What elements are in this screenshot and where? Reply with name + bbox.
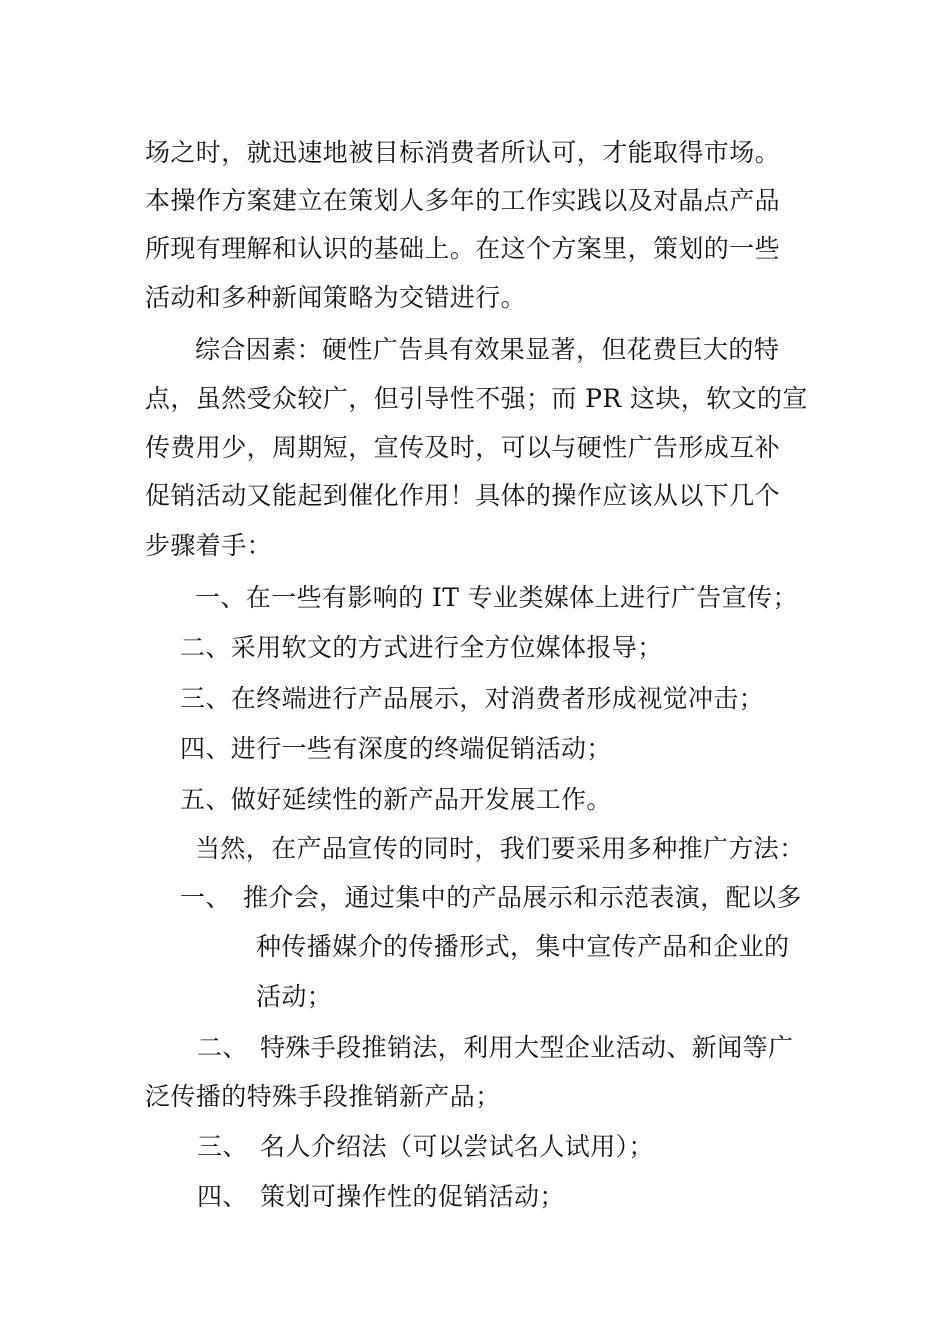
step-item: 三、在终端进行产品展示，对消费者形成视觉冲击； <box>180 684 765 713</box>
method-label: 三、 <box>197 1132 248 1161</box>
method-line: 特殊手段推销法，利用大型企业活动、新闻等广 <box>260 1033 794 1062</box>
paragraph-line: 促销活动又能起到催化作用！具体的操作应该从以下几个 <box>145 481 781 510</box>
paragraph-line: 综合因素：硬性广告具有效果显著，但花费巨大的特 <box>195 335 780 364</box>
step-item: 五、做好延续性的新产品开发展工作。 <box>180 785 612 814</box>
method-line: 活动； <box>256 982 333 1011</box>
methods-intro: 当然，在产品宣传的同时，我们要采用多种推广方法： <box>195 834 805 863</box>
step-item: 四、进行一些有深度的终端促销活动； <box>180 734 612 763</box>
step-item: 二、采用软文的方式进行全方位媒体报导； <box>180 633 663 662</box>
paragraph-line: 场之时，就迅速地被目标消费者所认可，才能取得市场。 <box>145 138 781 167</box>
paragraph-line: 所现有理解和认识的基础上。在这个方案里，策划的一些 <box>145 234 781 263</box>
method-line: 策划可操作性的促销活动； <box>260 1182 565 1211</box>
paragraph-line: 传费用少，周期短，宣传及时，可以与硬性广告形成互补 <box>145 433 781 462</box>
method-line: 推介会，通过集中的产品展示和示范表演，配以多 <box>243 883 802 912</box>
method-label: 二、 <box>197 1033 248 1062</box>
paragraph-line: 本操作方案建立在策划人多年的工作实践以及对晶点产品 <box>145 186 781 215</box>
paragraph-line: 步骤着手： <box>145 531 273 560</box>
method-label: 一、 <box>180 883 231 912</box>
step-item: 一、在一些有影响的 IT 专业类媒体上进行广告宣传； <box>195 583 798 612</box>
method-line: 泛传播的特殊手段推销新产品； <box>145 1082 501 1111</box>
method-label: 四、 <box>197 1182 248 1211</box>
method-line: 名人介绍法（可以尝试名人试用）； <box>260 1132 654 1161</box>
paragraph-line: 活动和多种新闻策略为交错进行。 <box>145 283 527 312</box>
paragraph-line: 点，虽然受众较广，但引导性不强；而 PR 这块，软文的宣 <box>145 384 808 413</box>
method-line: 种传播媒介的传播形式，集中宣传产品和企业的 <box>256 932 790 961</box>
